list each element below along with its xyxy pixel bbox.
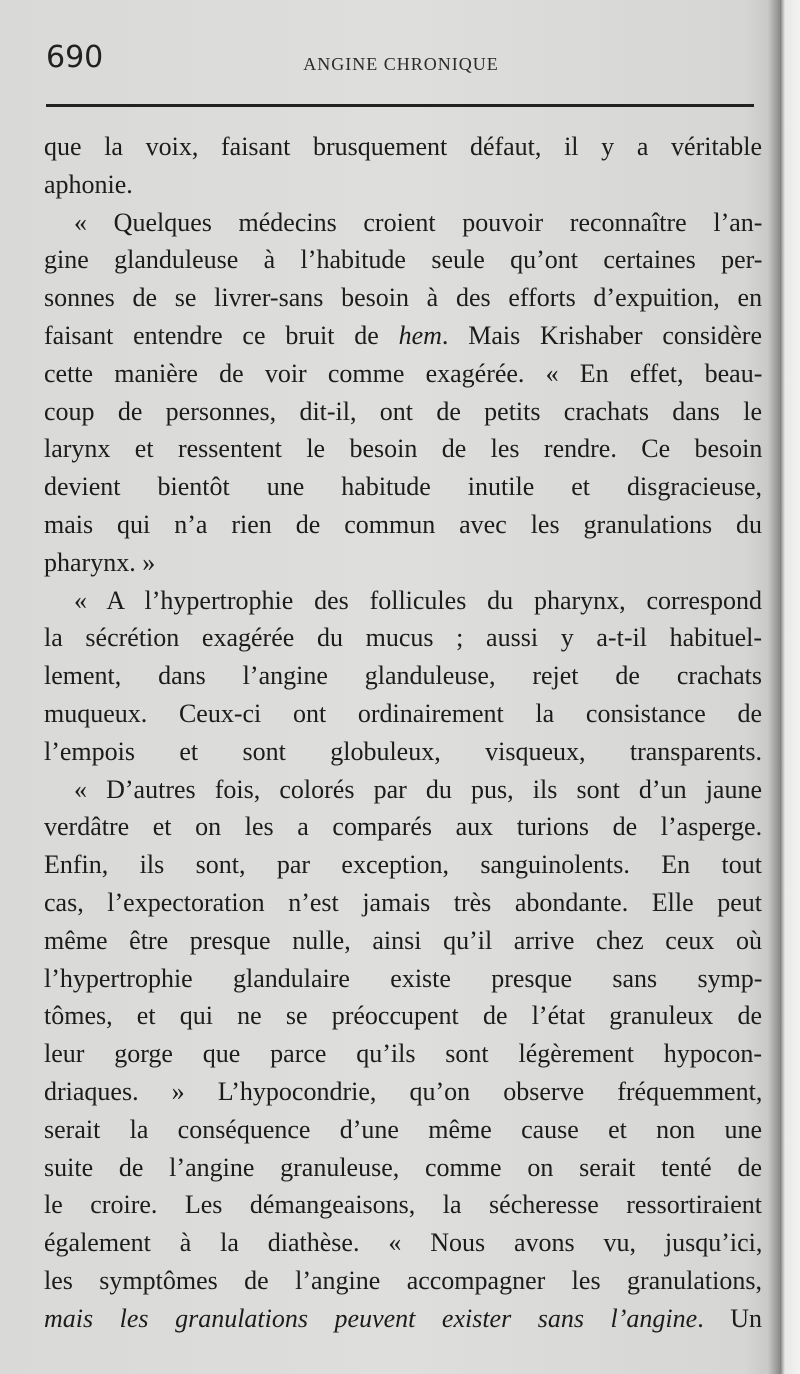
text-line — [44, 1035, 762, 1073]
text-line — [44, 544, 762, 582]
text-line — [44, 922, 762, 960]
text-line — [44, 733, 762, 771]
text-run: que la voix, faisant brusquement défaut, il y a véritable — [44, 132, 762, 161]
text-line — [44, 997, 762, 1035]
text-run: . Mais Krishaber considère — [441, 320, 762, 350]
text-line — [44, 1262, 762, 1300]
text-line — [44, 317, 762, 355]
text-line — [44, 582, 762, 620]
text-line — [44, 468, 762, 506]
text-line — [44, 960, 762, 998]
text-run: tômes, et qui ne se préoccupent de l’état granuleux de — [44, 1001, 762, 1031]
text-line — [44, 128, 762, 166]
text-run: leur gorge que parce qu’ils sont légèrement hypocon- — [44, 1039, 762, 1069]
text-run: lement, dans l’angine glanduleuse, rejet de crachats — [44, 661, 762, 691]
text-line — [44, 884, 762, 922]
text-run: l’hypertrophie glandulaire existe presque sans symp- — [44, 963, 763, 993]
text-run: pharynx. » — [44, 547, 156, 577]
text-run: cas, l’expectoration n’est jamais très abondante. Elle peut — [44, 887, 762, 917]
text-run: les symptômes de l’angine accompagner les granulations, — [44, 1265, 762, 1295]
text-run: muqueux. Ceux-ci ont ordinairement la consistance de — [44, 698, 762, 728]
text-run: l’empois et sont globuleux, visqueux, transparents. — [44, 736, 762, 766]
text-line — [44, 204, 762, 242]
text-line — [44, 355, 762, 393]
text-run: gine glanduleuse à l’habitude seule qu’ont certaines per- — [44, 245, 763, 275]
text-run: larynx et ressentent le besoin de les rendre. Ce besoin — [44, 434, 763, 464]
text-line — [44, 279, 762, 317]
text-run: verdâtre et on les a comparés aux turions de l’asperge. — [44, 812, 763, 842]
text-run: coup de personnes, dit-il, ont de petits crachats dans le — [44, 396, 762, 426]
text-line — [44, 506, 762, 544]
text-line — [44, 1224, 762, 1262]
italic-text-run: mais les granulations peuvent exister sans l’angine — [44, 1303, 698, 1333]
text-run: « A l’hypertrophie des follicules du pharynx, correspond — [74, 585, 762, 615]
binding-edge — [780, 0, 800, 1374]
italic-text-run: hem — [398, 320, 442, 350]
text-run: même être presque nulle, ainsi qu’il arrive chez ceux où — [44, 925, 762, 955]
text-run: Enfin, ils sont, par exception, sanguinolents. En tout — [44, 850, 762, 880]
running-title: ANGINE CHRONIQUE — [303, 54, 499, 74]
text-line — [44, 1149, 762, 1187]
text-line — [44, 619, 762, 657]
body-text — [44, 128, 762, 1338]
text-line — [44, 241, 762, 279]
text-line — [44, 1073, 762, 1111]
header-rule — [46, 104, 754, 107]
text-line — [44, 393, 762, 431]
text-line — [44, 1300, 762, 1338]
text-line — [44, 1186, 762, 1224]
text-run: mais qui n’a rien de commun avec les granulations du — [44, 509, 763, 539]
text-line — [44, 808, 762, 846]
text-run: le croire. Les démangeaisons, la sécheresse ressortiraient — [44, 1190, 762, 1220]
text-line — [44, 846, 762, 884]
text-run: serait la conséquence d’une même cause et non une — [44, 1114, 762, 1144]
text-line — [44, 695, 762, 733]
text-run: suite de l’angine granuleuse, comme on serait tenté de — [44, 1152, 762, 1182]
text-line — [44, 657, 762, 695]
text-run: la sécrétion exagérée du mucus ; aussi y a-t-il habituel- — [44, 623, 762, 653]
page-header — [46, 40, 756, 84]
text-run: . Un — [697, 1303, 763, 1333]
text-run: cette manière de voir comme exagérée. « En effet, beau- — [44, 358, 763, 388]
text-run: driaques. » L’hypocondrie, qu’on observe fréquemment, — [44, 1076, 763, 1106]
text-run: faisant entendre ce bruit de — [44, 320, 399, 350]
page-number: 690 — [46, 40, 104, 75]
text-line — [44, 430, 762, 468]
text-line — [44, 166, 762, 204]
text-run: également à la diathèse. « Nous avons vu, jusqu’ici, — [44, 1228, 763, 1258]
text-run: « D’autres fois, colorés par du pus, ils sont d’un jaune — [74, 774, 762, 804]
text-line — [44, 1111, 762, 1149]
text-run: aphonie. — [44, 169, 133, 199]
text-run: sonnes de se livrer-sans besoin à des efforts d’expuition, en — [44, 283, 763, 313]
text-run: devient bientôt une habitude inutile et disgracieuse, — [44, 472, 763, 502]
text-line — [44, 771, 762, 809]
text-run: « Quelques médecins croient pouvoir reconnaître l’an- — [74, 207, 763, 237]
